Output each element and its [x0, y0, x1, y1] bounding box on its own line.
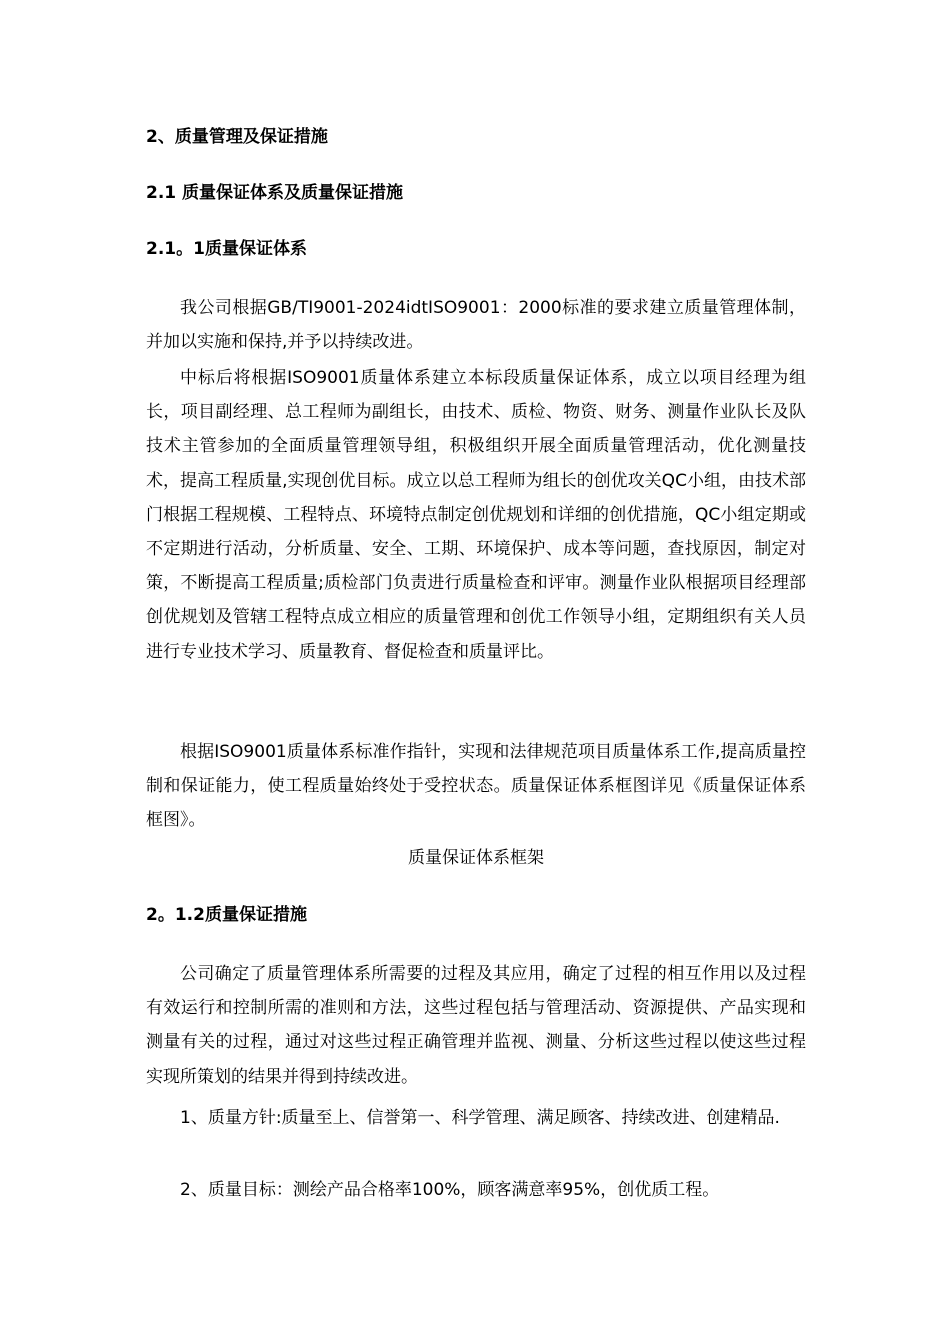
- figure-caption: 质量保证体系框架: [408, 848, 544, 868]
- paragraph-process-management: 公司确定了质量管理体系所需要的过程及其应用，确定了过程的相互作用以及过程有效运行和控制所需的准则和方法，这些过程包括与管理活动、资源提供、产品实现和测量有关的过程，通过对这些过程正确管理并监视、测量、分析这些过程以使这些过程实现所策划的结果并得到持续改进。: [146, 964, 806, 1087]
- section-heading-2: 2、质量管理及保证措施: [146, 127, 328, 147]
- section-heading-2-1-2: 2。1.2质量保证措施: [146, 905, 307, 925]
- paragraph-quality-system-setup: 中标后将根据ISO9001质量体系建立本标段质量保证体系，成立以项目经理为组长，项目副经理、总工程师为副组长，由技术、质检、物资、财务、测量作业队长及队技术主管参加的全面质量管理领导组，积极组织开展全面质量管理活动，优化测量技术，提高工程质量,实现创优目标。成立以总工程师为组长的创优攻关QC小组，由技术部门根据工程规模、工程特点、环境特点制定创优规划和详细的创优措施，QC小组定期或不定期进行活动，分析质量、安全、工期、环境保护、成本等问题，查找原因，制定对策，不断提高工程质量;质检部门负责进行质量检查和评审。测量作业队根据项目经理部创优规划及管辖工程特点成立相应的质量管理和创优工作领导小组，定期组织有关人员进行专业技术学习、质量教育、督促检查和质量评比。: [146, 368, 806, 662]
- paragraph-iso-basis: 我公司根据GB/TI9001-2024idtISO9001：2000标准的要求建立质量管理体制，并加以实施和保持,并予以持续改进。: [146, 298, 806, 353]
- section-heading-2-1: 2.1 质量保证体系及质量保证措施: [146, 183, 404, 203]
- paragraph-quality-policy: 1、质量方针:质量至上、信誉第一、科学管理、满足顾客、持续改进、创建精品.: [180, 1108, 780, 1128]
- section-heading-2-1-1: 2.1。1质量保证体系: [146, 239, 307, 259]
- paragraph-iso-guideline: 根据ISO9001质量体系标准作指针，实现和法律规范项目质量体系工作,提高质量控制和保证能力，使工程质量始终处于受控状态。质量保证体系框图详见《质量保证体系框图》。: [146, 742, 806, 831]
- paragraph-quality-target: 2、质量目标：测绘产品合格率100%，顾客满意率95%，创优质工程。: [180, 1180, 720, 1200]
